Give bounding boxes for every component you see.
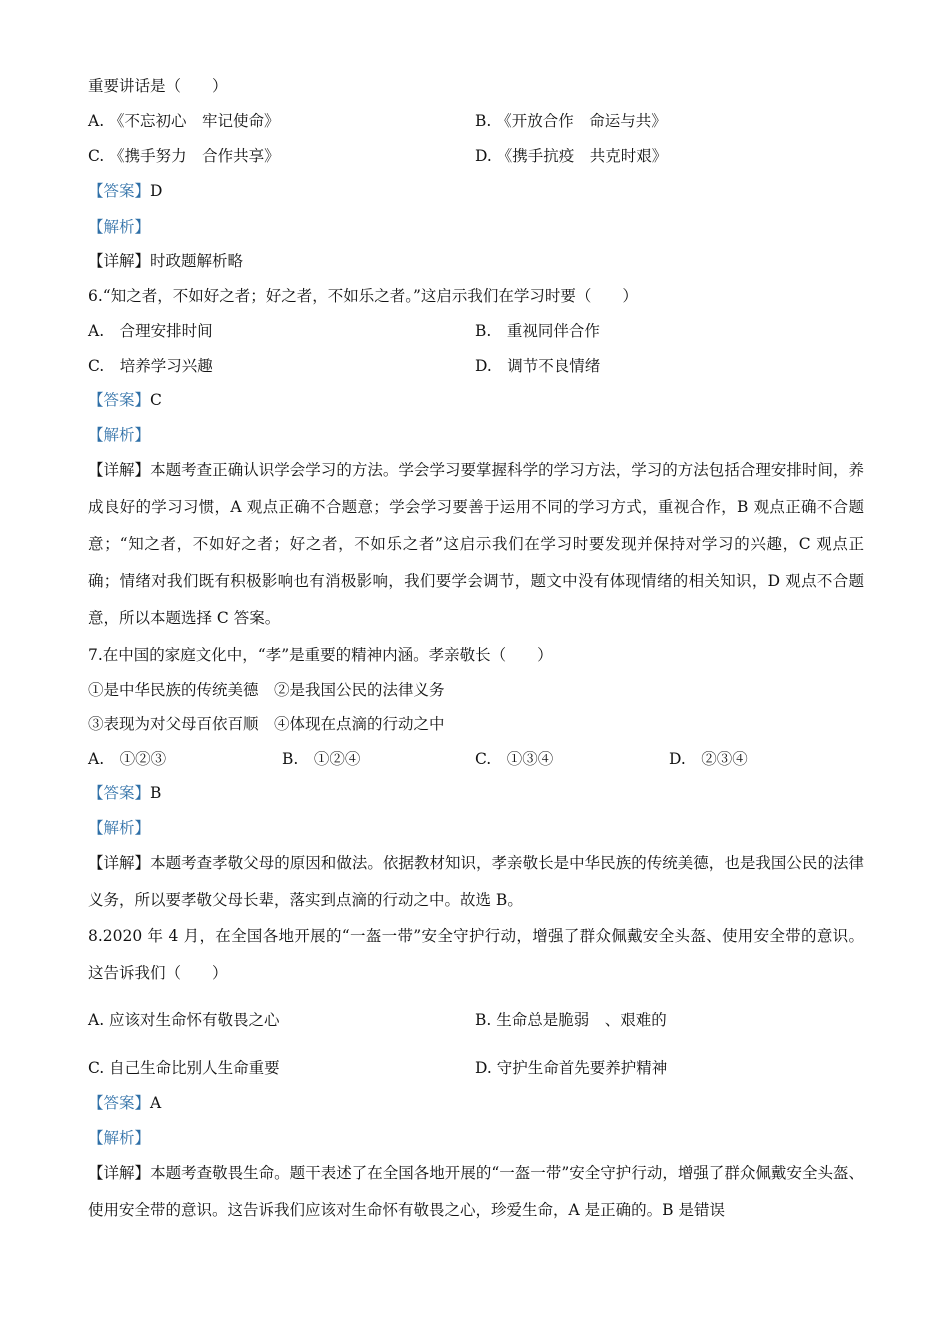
q7-statements-1: ①是中华民族的传统美德 ②是我国公民的法律义务: [88, 681, 445, 699]
analysis-tag: 【解析】: [88, 426, 151, 444]
q7-detail: [88, 845, 864, 919]
detail-text: 时政题解析略: [150, 252, 244, 270]
answer-value: C: [150, 391, 162, 409]
detail-tag: 【详解】: [88, 461, 151, 479]
answer-tag: 【答案】: [88, 1094, 151, 1112]
answer-tag: 【答案】: [88, 182, 151, 200]
q7-option-b: B. ①②④: [282, 750, 361, 768]
answer-value: A: [150, 1094, 162, 1112]
q7-statements-2: ③表现为对父母百依百顺 ④体现在点滴的行动之中: [88, 715, 445, 733]
detail-text: 本题考查敬畏生命。题干表述了在全国各地开展的“一盔一带”安全守护行动，增强了群众佩戴安全头盔、使用安全带的意识。这告诉我们应该对生命怀有敬畏之心，珍爱生命，A 是正确的。B 是错误: [88, 1164, 864, 1219]
q8-detail: [88, 1155, 864, 1229]
detail-text: 本题考查正确认识学会学习的方法。学会学习要掌握科学的学习方法，学习的方法包括合理安排时间，养成良好的学习习惯，A 观点正确不合题意；学会学习要善于运用不同的学习方式，重视合作，B 观点正确不合题意；“知之者，不如好之者；好之者，不如乐之者”这启示我们在学习时要发现并保持对学习的兴趣，C 观点正确；情绪对我们既有积极影响也有消极影响，我们要学会调节，题文中没有体现情绪的相关知识，D 观点不合题意，所以本题选择 C 答案。: [88, 461, 864, 627]
q8-option-b: B. 生命总是脆弱 、艰难的: [475, 1011, 667, 1029]
q5-option-c: C. 《携手努力 合作共享》: [88, 147, 280, 165]
detail-tag: 【详解】: [88, 1164, 151, 1182]
detail-tag: 【详解】: [88, 854, 151, 872]
q7-option-d: D. ②③④: [669, 750, 748, 768]
analysis-tag: 【解析】: [88, 819, 151, 837]
q6-detail: [88, 452, 864, 637]
detail-tag: 【详解】: [88, 252, 151, 270]
q7-answer: [88, 783, 868, 803]
q5-answer: [88, 181, 868, 201]
detail-text: 本题考查孝敬父母的原因和做法。依据教材知识，孝亲敬长是中华民族的传统美德，也是我国公民的法律义务，所以要孝敬父母长辈，落实到点滴的行动之中。故选 B。: [88, 854, 864, 909]
q8-option-c: C. 自己生命比别人生命重要: [88, 1059, 280, 1077]
q7-analysis: [88, 818, 868, 838]
q8-option-a: A. 应该对生命怀有敬畏之心: [88, 1011, 280, 1029]
answer-tag: 【答案】: [88, 784, 151, 802]
q7-stem: 7.在中国的家庭文化中，“孝”是重要的精神内涵。孝亲敬长（ ）: [88, 646, 553, 664]
q6-option-d: D. 调节不良情绪: [475, 357, 601, 375]
q6-option-b: B. 重视同伴合作: [475, 322, 600, 340]
q6-option-a: A. 合理安排时间: [88, 322, 213, 340]
q6-analysis: [88, 425, 868, 445]
q6-answer: [88, 390, 868, 410]
analysis-tag: 【解析】: [88, 1129, 151, 1147]
q5-stem: 重要讲话是（ ）: [88, 77, 228, 95]
answer-value: B: [150, 784, 162, 802]
q6-option-c: C. 培养学习兴趣: [88, 357, 213, 375]
answer-tag: 【答案】: [88, 391, 151, 409]
analysis-tag: 【解析】: [88, 218, 151, 236]
q8-answer: [88, 1093, 868, 1113]
q5-option-d: D. 《携手抗疫 共克时艰》: [475, 147, 668, 165]
answer-value: D: [150, 182, 163, 200]
q6-stem: 6.“知之者，不如好之者；好之者，不如乐之者。”这启示我们在学习时要（ ）: [88, 287, 638, 305]
q7-option-a: A. ①②③: [88, 750, 167, 768]
q8-analysis: [88, 1128, 868, 1148]
q7-option-c: C. ①③④: [475, 750, 554, 768]
q5-detail: [88, 251, 868, 271]
q5-option-a: A. 《不忘初心 牢记使命》: [88, 112, 280, 130]
q5-option-b: B. 《开放合作 命运与共》: [475, 112, 667, 130]
q5-analysis: [88, 217, 868, 237]
q8-option-d: D. 守护生命首先要养护精神: [475, 1059, 668, 1077]
q8-stem: 8.2020 年 4 月，在全国各地开展的“一盔一带”安全守护行动，增强了群众佩戴安全头盔、使用安全带的意识。这告诉我们（ ）: [88, 927, 864, 982]
